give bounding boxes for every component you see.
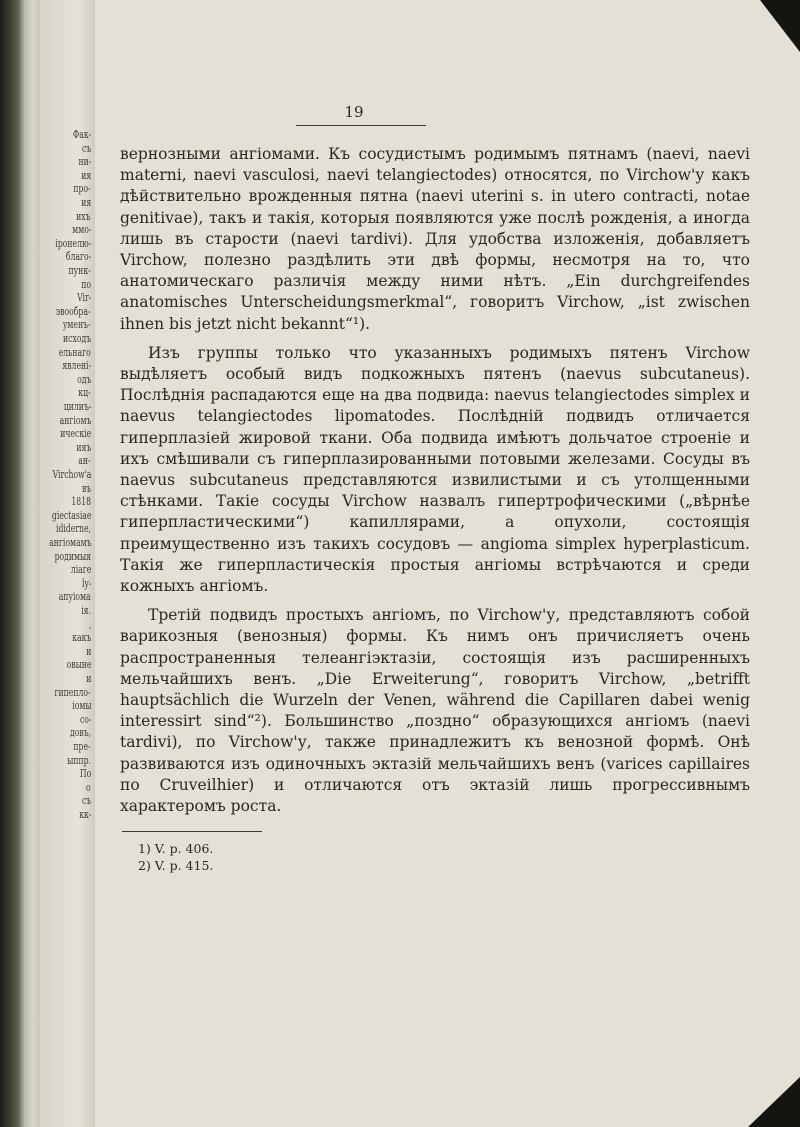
margin-fragment: ангіомамъ	[48, 536, 91, 549]
margin-fragment: 1818	[71, 495, 91, 509]
margin-fragment: исходъ	[62, 332, 91, 345]
margin-fragment: апуіома	[59, 590, 91, 604]
margin-fragment: о	[86, 780, 91, 794]
margin-fragment: ліаге	[70, 563, 91, 577]
margin-fragment: ни-	[78, 155, 91, 169]
margin-fragment: со-	[79, 712, 91, 726]
margin-fragment: ly-	[81, 576, 91, 590]
margin-fragment: giectasiae	[51, 508, 91, 522]
margin-fragment: іомы	[71, 699, 91, 713]
margin-fragment: благо-	[65, 250, 91, 264]
footnote-1: 1) V. p. 406.	[138, 841, 214, 857]
page-number: 19	[344, 103, 364, 121]
margin-fragment: довъ,	[69, 726, 91, 740]
scan-corner-bottom-right	[748, 1077, 800, 1127]
margin-fragment: ельнаго	[58, 345, 91, 359]
margin-fragment: съ	[81, 794, 91, 808]
margin-fragment: уменъ-	[63, 318, 91, 332]
margin-fragment: ммо-	[71, 223, 91, 237]
paragraph-3: Третій подвидъ простыхъ ангіомъ, по Virchow'у, представляютъ собой варикозныя (венозныя) формы. Къ нимъ онъ причисляетъ очень распространенныя телеангіэктазіи, состоящія изъ расширенныхъ мельчайшихъ венъ. „Die Erweiterung“, говоритъ Virchow, „betrifft hauptsächlich die Wurzeln der Venen, während die Capillaren dabei wenig interessirt sind“²). Большинство „поздно“ образующихся ангіомъ (naevi tardivi), по Virchow'у, также принадлежитъ къ венозной формѣ. Онѣ развиваются изъ одиночныхъ эктазій мельчайшихъ венъ (varices capillaires по Cruveilhier) и отличаются отъ эктазій лишь прогрессивнымъ характеромъ роста.	[120, 606, 750, 816]
paragraph-2: Изъ группы только что указанныхъ родимыхъ пятенъ Virchow выдѣляетъ особый видъ подкожныхъ пятенъ (naevus subcutaneus). Послѣднія распадаются еще на два подвида: naevus telangiectodes simplex и naevus telangiectodes lipomatodes. Послѣдній подвидъ отличается гиперплазіей жировой ткани. Оба подвида имѣютъ дольчатое строеніе и ихъ смѣшивали съ гиперплазированными потовыми железами. Сосуды въ naevus subcutaneus представляются извилистыми и съ утолщенными стѣнками. Такіе сосуды Virchow назвалъ гипертрофическими („вѣрнѣе гиперпластическими“) капиллярами, а опухоли, состоящія преимущественно изъ такихъ сосудовъ — angioma simplex hyperplasticum. Такія же гиперпластическія простыя ангіомы встрѣчаются и среди кожныхъ ангіомъ.	[120, 343, 750, 596]
margin-fragment: Vir-	[76, 291, 91, 305]
margin-fragment: ихъ	[76, 209, 91, 223]
margin-fragment: одъ	[76, 372, 91, 386]
scan-corner-top-right	[760, 0, 800, 52]
margin-fragment: ididerne,	[56, 522, 91, 536]
margin-fragment: ангіомъ	[59, 413, 91, 427]
margin-fragment: кк-	[78, 808, 91, 821]
margin-fragment: ияъ	[76, 440, 91, 454]
margin-fragment: ія.	[81, 604, 91, 617]
margin-fragment: ия	[81, 168, 91, 182]
margin-fragment: ыппр.	[67, 753, 91, 767]
margin-fragment: гипепло-	[54, 685, 91, 699]
margin-fragment: Фак-	[72, 128, 91, 141]
margin-fragment: цилиъ-	[63, 400, 91, 413]
margin-fragment: родимыя	[54, 549, 91, 563]
margin-fragment: пунк-	[68, 264, 91, 277]
margin-fragment: овыне	[66, 658, 91, 672]
footnotes	[120, 840, 750, 874]
margin-fragment: пре-	[73, 740, 91, 753]
margin-fragment: ическіе	[60, 427, 91, 441]
margin-fragment: эвообра-	[56, 304, 91, 318]
margin-fragment: ия	[81, 196, 91, 209]
margin-fragment: и	[85, 672, 91, 685]
margin-fragment: іронелю-	[55, 236, 91, 250]
margin-fragment: по	[81, 277, 91, 291]
margin-fragment: кц-	[78, 386, 91, 400]
margin-fragment: Virchow'a	[52, 468, 91, 481]
paragraph-1: вернозными ангіомами. Къ сосудистымъ родимымъ пятнамъ (naevi, naevi materni, naevi vasculosi, naevi telangiectodes) относятся, по Virchow'у какъ дѣйствительно врожденныя пятна (naevi uterini s. in utero contracti, notae genitivae), такъ и такія, которыя появляются уже послѣ рожденія, а иногда лишь въ старости (naevi tardivi). Для удобства изложенія, добавляетъ Virchow, полезно раздѣлить эти двѣ формы, несмотря на то, что анатомическаго различія между ними нѣтъ. „Ein durchgreifendes anatomisches Unterscheidungsmerkmal“, говоритъ Virchow, „ist zwischen ihnen bis jetzt nicht bekannt“¹).	[120, 145, 750, 333]
margin-fragment: ,	[88, 617, 91, 631]
adjacent-page-fragment	[40, 0, 95, 1127]
footnote-rule	[122, 831, 262, 832]
margin-fragment: и	[85, 644, 91, 658]
page-body	[120, 98, 750, 874]
margin-fragment: ан-	[78, 454, 91, 468]
margin-fragment: въ	[81, 481, 91, 495]
margin-fragment: съ	[81, 141, 91, 155]
footnote-2: 2) V. p. 415.	[138, 858, 214, 874]
margin-fragment: явлені-	[62, 359, 91, 373]
margin-fragment: какъ	[71, 631, 91, 645]
book-binding	[0, 0, 40, 1127]
margin-fragment: По	[79, 767, 91, 781]
margin-fragment: про-	[73, 182, 91, 196]
